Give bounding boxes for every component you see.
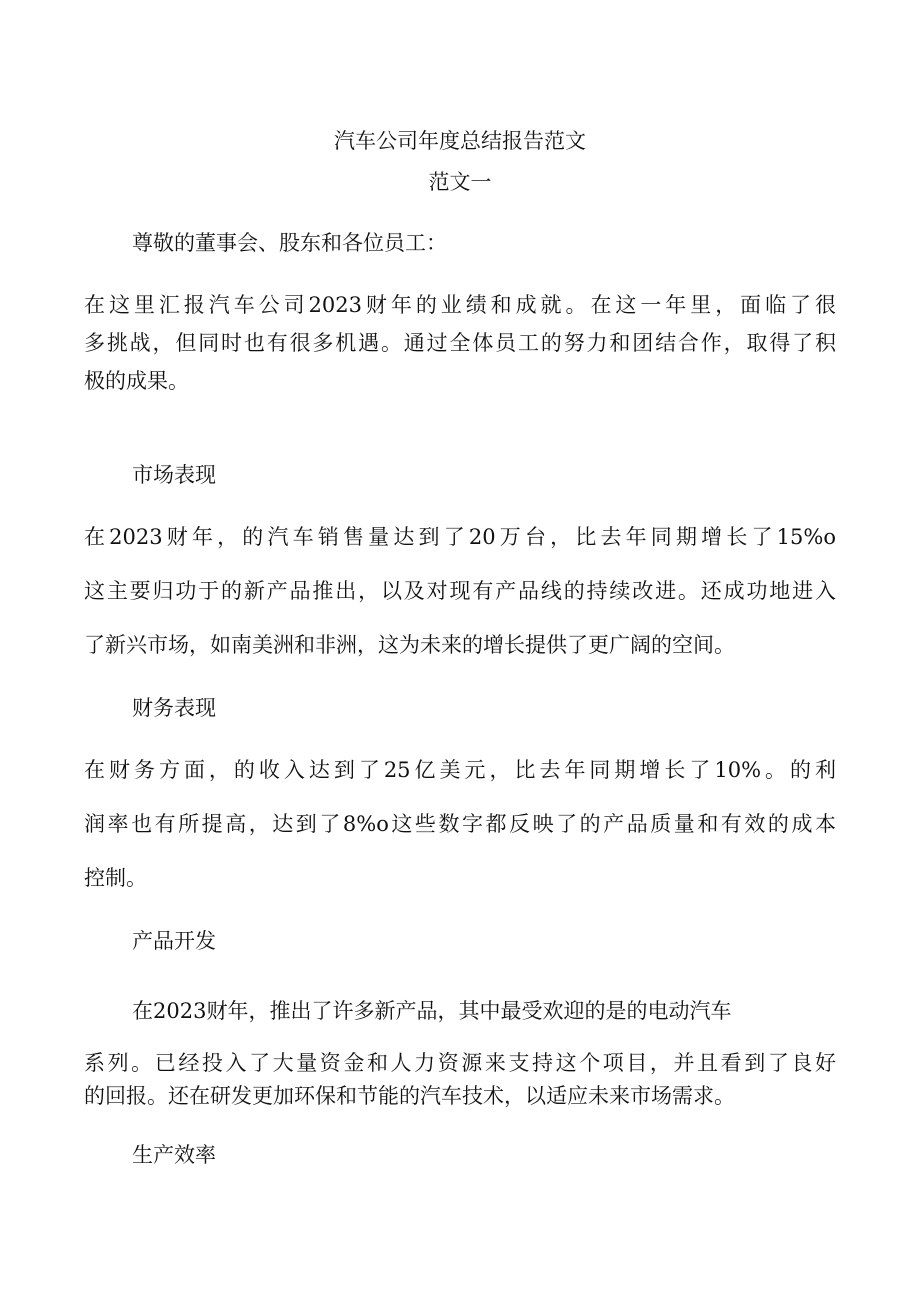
paragraph-line: 在2023财年，的汽车销售量达到了20万台，比去年同期增长了15%o bbox=[84, 525, 836, 549]
section-heading-product: 产品开发 bbox=[132, 929, 216, 953]
paragraph-line: 在财务方面，的收入达到了25亿美元，比去年同期增长了10%。的利 bbox=[84, 758, 836, 782]
paragraph-line: 在2023财年，推出了许多新产品，其中最受欢迎的是的电动汽车 bbox=[132, 999, 732, 1023]
document-subtitle: 范文一 bbox=[428, 170, 492, 194]
paragraph-line: 控制。 bbox=[84, 866, 147, 890]
paragraph-line: 了新兴市场，如南美洲和非洲，这为未来的增长提供了更广阔的空间。 bbox=[84, 633, 735, 657]
section-heading-finance: 财务表现 bbox=[132, 696, 216, 720]
document-title: 汽车公司年度总结报告范文 bbox=[334, 129, 586, 153]
paragraph-line: 的回报。还在研发更加环保和节能的汽车技术，以适应未来市场需求。 bbox=[84, 1084, 735, 1108]
paragraph-line: 极的成果。 bbox=[84, 369, 189, 393]
salutation-line: 尊敬的董事会、股东和各位员工： bbox=[132, 231, 447, 255]
section-heading-production: 生产效率 bbox=[132, 1143, 216, 1167]
paragraph-line: 这主要归功于的新产品推出，以及对现有产品线的持续改进。还成功地进入 bbox=[84, 579, 836, 603]
paragraph-line: 系列。已经投入了大量资金和人力资源来支持这个项目，并且看到了良好 bbox=[84, 1051, 836, 1075]
paragraph-line: 润率也有所提高，达到了8%o这些数字都反映了的产品质量和有效的成本 bbox=[84, 812, 836, 836]
paragraph-line: 多挑战，但同时也有很多机遇。通过全体员工的努力和团结合作，取得了积 bbox=[84, 331, 836, 355]
paragraph-line: 在这里汇报汽车公司2023财年的业绩和成就。在这一年里，面临了很 bbox=[84, 293, 836, 317]
section-heading-market: 市场表现 bbox=[132, 463, 216, 487]
